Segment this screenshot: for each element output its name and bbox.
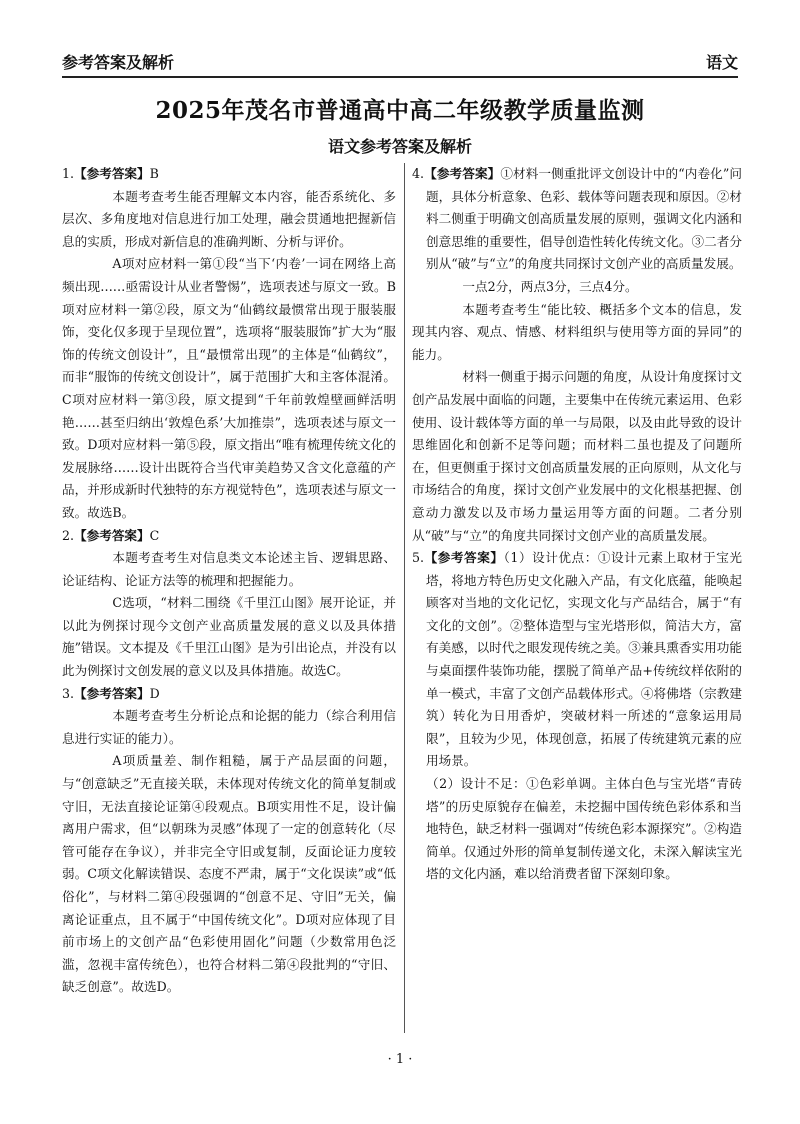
question-3-answer — [62, 683, 396, 706]
question-4-scoring: 一点2分，两点3分，三点4分。 — [462, 278, 638, 294]
answer-value: D — [149, 685, 160, 701]
question-2-answer — [62, 525, 396, 548]
question-4-analysis: 材料一侧重于揭示问题的角度，从设计角度探讨文创产品发展中面临的问题，主要集中在传统元素运用、色彩使用、设计载体等方面的单一与局限，以及由此导致的设计思维固化和创新不足等问题；而材料二虽也提及了问题所在，但更侧重于探讨文创高质量发展的正向原则，从文化与市场结合的角度，探讨文创产业发展中的文化根基把握、创意动力激发以及市场力量运用等方面的问题。二者分别从“破”与“立”的角度共同探讨文创产业的高质量发展。 — [412, 369, 742, 543]
question-3-analysis — [62, 750, 396, 999]
question-number: 1. — [62, 166, 75, 181]
page-header — [62, 40, 738, 78]
question-number: 5. — [412, 550, 425, 566]
left-column — [62, 163, 396, 999]
answer-label: 【参考答案】 — [424, 550, 504, 566]
question-4-answer — [412, 163, 742, 276]
document-subtitle: 语文参考答案及解析 — [327, 137, 472, 156]
answer-value: B — [149, 166, 159, 181]
question-2-analysis: C选项，“材料二围绕《千里江山图》展开论证，并以此为例探讨现今文创产业高质量发展的意义以及具体措施”错误。文本提及《千里江山图》是为引出论点，并没有以此为例探讨文创发展的意义以及具体措施。故选C。 — [62, 595, 396, 679]
question-1-explanation: 本题考查考生能否理解文本内容，能否系统化、多层次、多角度地对信息进行加工处理，融会贯通地把握新信息的实质，形成对新信息的准确判断、分析与评价。 — [62, 188, 396, 249]
document-title: 2025年茂名市普通高中高二年级教学质量监测 — [155, 97, 645, 124]
question-5-answer — [412, 547, 742, 773]
question-3-explanation: 本题考查考生分析论点和论据的能力（综合利用信息进行实证的能力）。 — [62, 708, 396, 746]
question-number: 3. — [62, 685, 75, 701]
question-3-analysis-text: A项质量差、制作粗糙，属于产品层面的问题，与“创意缺乏”无直接关联，未体现对传统文化的简单复制或守旧，无法直接论证第④段观点。B项实用性不足，设计偏离用户需求，但“以朝珠为灵感”体现了一定的创意转化（尽管可能存在争议），并非完全守旧或复制，反面论证力度较弱。C项文化解读错误、态度不严肃，属于“文化误读”或“低俗化”，与材料二第④段强调的“创意不足、守旧”无关，偏离论证重点，且不属于“中国传统文化”。D项对应体现了目前市场上的文创产品“色彩使用固化”问题（少数常用色泛滥，忽视丰富传统色），也符合材料二第④段批判的“守旧、缺乏创意”。故选D。 — [62, 753, 396, 995]
column-divider — [404, 163, 405, 1033]
header-left-label: 参考答案及解析 — [62, 53, 175, 72]
right-column — [412, 163, 742, 886]
question-5-shortcomings: （2）设计不足：①色彩单调。主体白色与宝光塔“青砖塔”的历史原貌存在偏差，未挖掘中国传统色彩体系和当地特色，缺乏材料一强调对“传统色彩本源探究”。②构造简单。仅通过外形的简单复制传递文化，未深入解读宝光塔的文化内涵，难以给消费者留下深刻印象。 — [426, 776, 742, 882]
answer-value: ①材料一侧重批评文创设计中的“内卷化”问题，具体分析意象、色彩、载体等问题表现和原因。②材料二侧重于明确文创高质量发展的原则，强调文化内涵和创意思维的重要性，倡导创造性转化传统文化。③二者分别从“破”与“立”的角度共同探讨文创产业的高质量发展。 — [426, 166, 742, 272]
question-1-analysis: A项对应材料一第①段“当下‘内卷’一词在网络上高频出现……亟需设计从业者警惕”，选项表述与原文一致。B项对应材料一第②段，原文为“仙鹤纹最惯常出现于服装服饰，变化仅多现于呈现位置”，选项将“服装服饰”扩大为“服饰的传统文创设计”，且“最惯常出现”的主体是“仙鹤纹”，而非“服饰的传统文创设计”，属于范围扩大和主客体混淆。C项对应材料一第③段，原文提到“千年前敦煌壁画鲜活明艳……甚至归纳出‘敦煌色系’大加推崇”，选项表述与原文一致。D项对应材料一第⑤段，原文指出“唯有梳理传统文化的发展脉络……设计出既符合当代审美趋势又含文化意蕴的产品，并形成新时代独特的东方视觉特色”，选项表述与原文一致。故选B。 — [62, 256, 396, 520]
question-4-explanation: 本题考查考生“能比较、概括多个文本的信息，发现其内容、观点、情感、材料组织与使用等方面的异同”的能力。 — [412, 301, 742, 362]
question-2-explanation: 本题考查考生对信息类文本论述主旨、逻辑思路、论证结构、论证方法等的梳理和把握能力。 — [62, 550, 396, 588]
page-number: · 1 · — [387, 1052, 413, 1067]
header-subject-label: 语文 — [705, 53, 738, 72]
answer-label: 【参考答案】 — [74, 166, 150, 181]
answer-value: （1）设计优点：①设计元素上取材于宝光塔，将地方特色历史文化融入产品，有文化底蕴，能唤起顾客对当地的文化记忆，实现文化与产品结合，属于“有文化的文创”。②整体造型与宝光塔形似，简洁大方，富有美感，以时代之眼发现传统之美。③兼具熏香实用功能与桌面摆件装饰功能，摆脱了简单产品+传统纹样依附的单一模式，丰富了文创产品载体形式。④将佛塔（宗教建筑）转化为日用香炉，突破材料一所述的“意象运用局限”，且较为少见，体现创意，拓展了传统建筑元素的应用场景。 — [426, 550, 742, 769]
question-number: 2. — [62, 527, 75, 543]
answer-value: C — [149, 527, 160, 543]
question-number: 4. — [412, 166, 425, 181]
answer-label: 【参考答案】 — [424, 166, 501, 181]
answer-label: 【参考答案】 — [74, 527, 150, 543]
question-1-answer — [62, 163, 396, 186]
answer-label: 【参考答案】 — [74, 685, 150, 701]
